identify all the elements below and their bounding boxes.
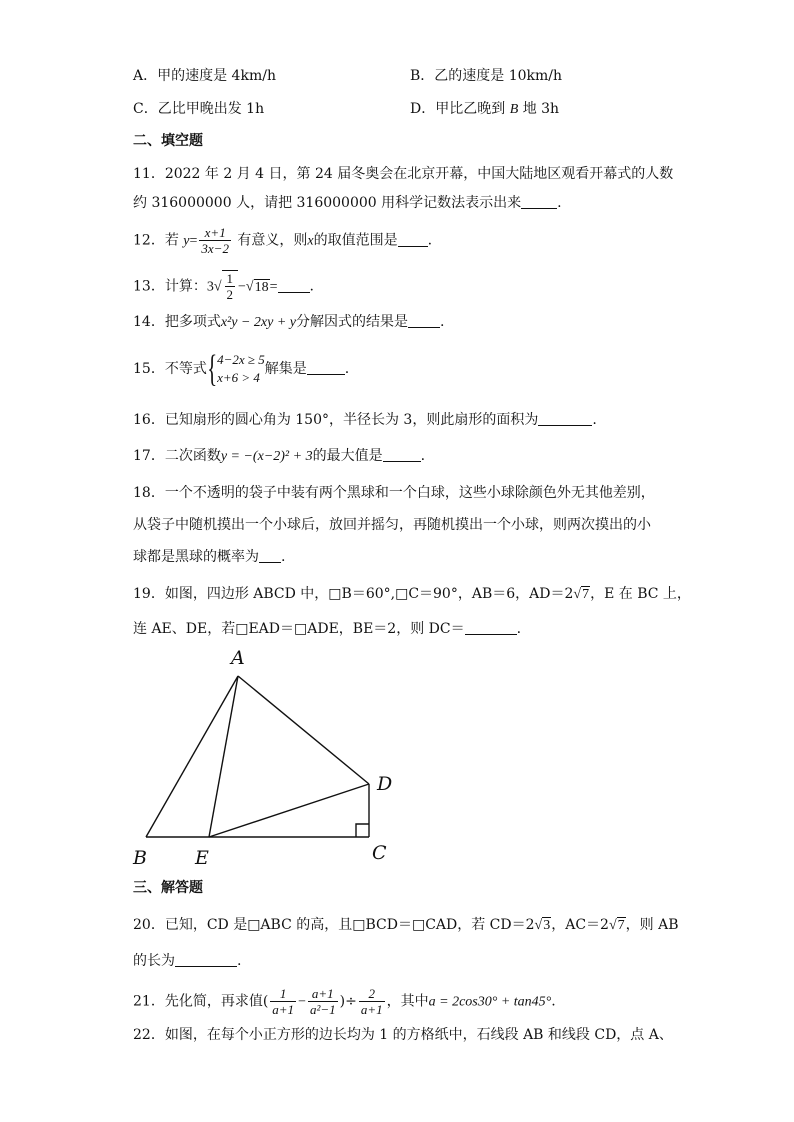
section-answer-heading: 三、解答题	[133, 880, 203, 896]
q13-fraction	[225, 271, 236, 302]
option-b: B．乙的速度是 10km/h	[410, 68, 563, 84]
sqrt-sign: √	[608, 918, 617, 933]
q20-line2	[133, 951, 241, 971]
q21-end: .	[551, 993, 556, 1010]
q21-f3-num: 2	[359, 986, 385, 1002]
q11-text: 约 316000000 人，请把 316000000 用科学记数法表示出来	[133, 195, 522, 211]
q15-system	[217, 351, 265, 387]
q12-suffix: 的取值范围是	[313, 232, 398, 249]
q21-f3-den: a+1	[360, 1002, 383, 1017]
section-fill-heading: 二、填空题	[133, 133, 203, 149]
q12-prefix: 12．若	[133, 232, 179, 249]
label-c: C	[372, 842, 387, 864]
q20-end: .	[237, 953, 242, 969]
q19-text: 连 AE、DE，若□EAD＝□ADE，BE＝2，则 DC＝	[133, 621, 465, 637]
label-a: A	[231, 647, 245, 669]
q12-x: x	[307, 233, 314, 249]
answer-blank	[465, 620, 517, 635]
q21-f2-den: a²−1	[309, 1002, 336, 1017]
q14-end: .	[440, 314, 445, 330]
q17-end: .	[420, 448, 426, 464]
q20-text-c: ，则 AB	[625, 917, 679, 933]
q13-eq: =	[269, 279, 278, 295]
option-c: C．乙比甲晚出发 1h	[133, 101, 265, 117]
q12-den: 3x−2	[201, 241, 229, 256]
q15	[133, 350, 349, 388]
q12-eq: =	[189, 233, 198, 249]
q11-end: .	[557, 195, 562, 211]
label-d: D	[377, 773, 393, 795]
answer-blank	[383, 447, 421, 462]
sqrt-sign: √	[245, 279, 254, 295]
q13-end: .	[309, 278, 314, 295]
answer-blank	[278, 278, 310, 293]
option-d-suffix: 地 3h	[522, 101, 560, 117]
q19-text-b: ，E 在 BC 上，	[590, 586, 691, 602]
q12-y: y	[183, 233, 190, 249]
q20-text-a: 20．已知，CD 是□ABC 的高，且□BCD＝□CAD，若 CD＝2	[133, 917, 535, 933]
option-a: A．甲的速度是 4km/h	[133, 68, 276, 84]
q18-line3	[133, 547, 285, 567]
q15-suffix: 解集是	[264, 361, 307, 377]
answer-blank	[398, 232, 428, 247]
q13-minus: −	[238, 279, 246, 295]
q13	[133, 270, 314, 302]
q20-rad1: 3	[543, 918, 551, 933]
q13-rad: 18	[254, 279, 269, 295]
q12-fraction	[199, 225, 231, 256]
q13-prefix: 13．计算：	[133, 278, 207, 295]
answer-blank	[175, 952, 237, 967]
q21-div: )÷	[339, 993, 357, 1010]
q13-num: 1	[226, 271, 234, 286]
q12-mid: 有意义，则	[237, 232, 308, 249]
option-d	[410, 99, 559, 120]
brace-icon: {	[206, 348, 217, 390]
q17	[133, 446, 425, 467]
answer-blank	[538, 411, 592, 426]
q12-num: x+1	[199, 225, 231, 241]
q11-line2	[133, 193, 562, 213]
q15-ineq1: 4−2x ≥ 5	[217, 352, 265, 367]
q11-line1: 11．2022 年 2 月 4 日，第 24 届冬奥会在北京开幕，中国大陆地区观看开幕式的人数	[133, 166, 674, 182]
sqrt-sign: √	[534, 918, 543, 933]
option-d-prefix: D．甲比乙晚到	[410, 101, 506, 117]
sqrt-sign: √	[213, 279, 222, 295]
q19-text-a: 19．如图，四边形 ABCD 中，□B＝60°,□C＝90°，AB＝6，AD＝2	[133, 586, 574, 602]
q21-prefix: 21．先化简，再求值(	[133, 993, 269, 1010]
q14	[133, 312, 444, 333]
q14-suffix: 分解因式的结果是	[296, 314, 408, 330]
option-d-var: B	[509, 102, 519, 117]
q15-prefix: 15．不等式	[133, 361, 207, 377]
q18-end: .	[281, 549, 286, 565]
q18-line1: 18．一个不透明的袋子中装有两个黑球和一个白球，这些小球除颜色外无其他差别，	[133, 485, 655, 501]
q21-fraction3	[359, 986, 385, 1017]
q16	[133, 410, 597, 430]
q13-radicand	[222, 270, 239, 302]
q12-end: .	[427, 232, 433, 249]
segment-de	[209, 784, 369, 837]
q21-minus: −	[298, 994, 306, 1010]
q22-line1: 22．如图，在每个小正方形的边长均为 1 的方格纸中，石线段 AB 和线段 CD，点 A、	[133, 1027, 673, 1043]
q12	[133, 225, 432, 256]
q18-line2: 从袋子中随机摸出一个小球后，放回并摇匀，再随机摸出一个小球，则两次摸出的小	[133, 517, 651, 533]
q14-prefix: 14．把多项式	[133, 314, 221, 330]
q21-cond: a = 2cos30° + tan45°	[428, 994, 552, 1010]
segment-ad	[238, 676, 369, 784]
label-b: B	[133, 847, 147, 869]
q17-prefix: 17．二次函数	[133, 448, 221, 464]
q13-coef: 3	[206, 279, 214, 295]
q21-f1-den: a+1	[272, 1002, 295, 1017]
q17-expr: y = −(x−2)² + 3	[220, 449, 313, 464]
q20-rad2: 7	[617, 918, 625, 933]
answer-blank	[408, 313, 440, 328]
q21-fraction2	[308, 986, 338, 1017]
q19-rad: 7	[582, 587, 590, 602]
q13-den: 2	[226, 287, 234, 302]
q19-end: .	[516, 621, 522, 637]
right-angle-mark	[356, 824, 369, 837]
q16-text: 16．已知扇形的圆心角为 150°，半径长为 3，则此扇形的面积为	[133, 412, 539, 428]
geometry-figure	[125, 640, 415, 875]
q15-ineq2: x+6 > 4	[217, 370, 260, 385]
sqrt-sign: √	[573, 587, 582, 602]
q21-mid: ，其中	[386, 993, 429, 1010]
q19-line1	[133, 584, 691, 605]
answer-blank	[307, 360, 345, 375]
q20-text-b: ，AC＝2	[551, 917, 609, 933]
q21-f2-num: a+1	[308, 986, 338, 1002]
q16-end: .	[592, 412, 597, 428]
answer-blank	[521, 194, 557, 209]
q15-end: .	[344, 361, 350, 377]
q20-line1	[133, 915, 679, 936]
q19-line2	[133, 619, 521, 639]
q21	[133, 986, 556, 1017]
label-e: E	[195, 847, 209, 869]
q17-suffix: 的最大值是	[312, 448, 383, 464]
q21-f1-num: 1	[270, 986, 296, 1002]
q20-text: 的长为	[133, 953, 175, 969]
answer-blank	[259, 548, 281, 563]
q21-fraction1	[270, 986, 296, 1017]
q14-expr: x²y − 2xy + y	[220, 315, 296, 330]
q18-text: 球都是黑球的概率为	[133, 549, 259, 565]
